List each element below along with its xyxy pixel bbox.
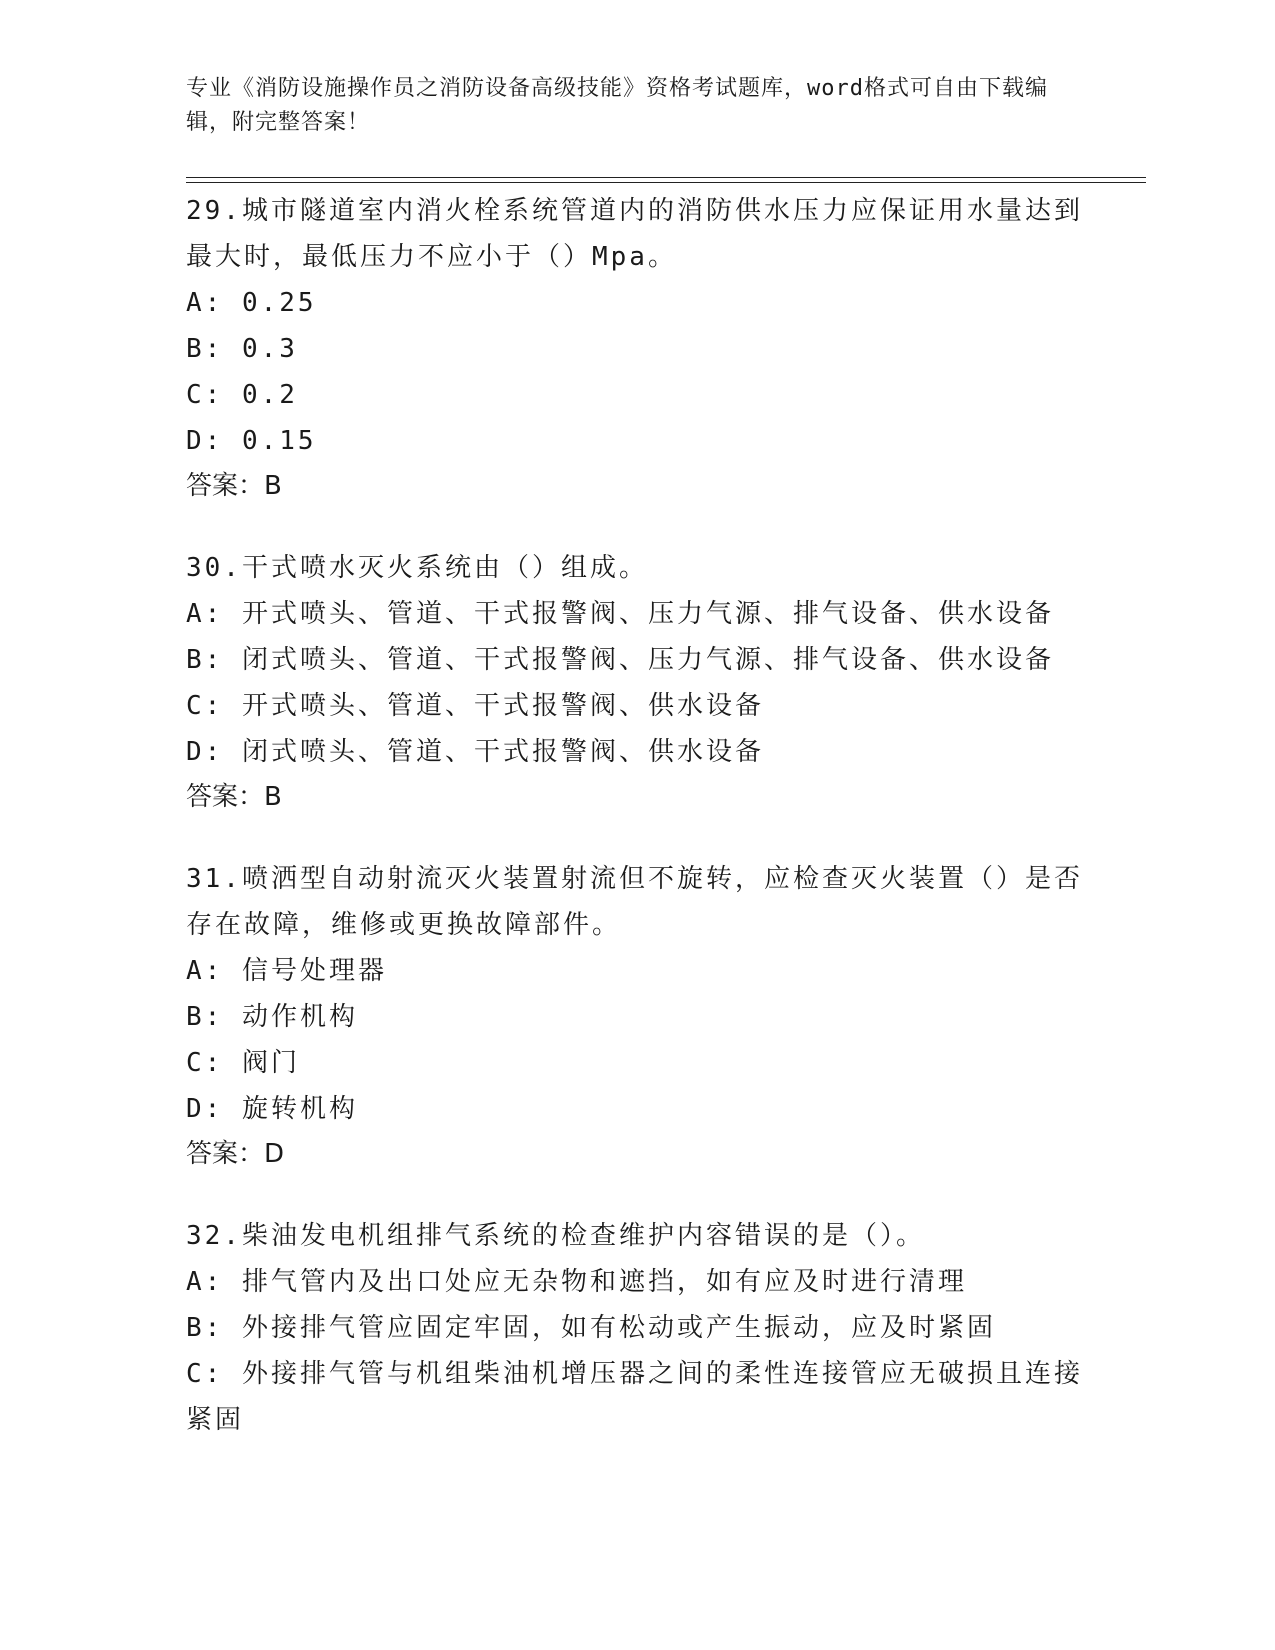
question-stem: 31.喷洒型自动射流灭火装置射流但不旋转，应检查灭火装置（）是否存在故障，维修或更换故障部件。 xyxy=(186,864,1083,940)
option-b: B: 动作机构 xyxy=(186,1002,358,1032)
answer: 答案：B xyxy=(186,782,282,812)
question-stem: 30.干式喷水灭火系统由（）组成。 xyxy=(186,553,648,583)
option-d: D: 0.15 xyxy=(186,426,317,456)
option-b: B: 闭式喷头、管道、干式报警阀、压力气源、排气设备、供水设备 xyxy=(186,645,1054,675)
option-a: A: 开式喷头、管道、干式报警阀、压力气源、排气设备、供水设备 xyxy=(186,599,1054,629)
option-c: C: 阀门 xyxy=(186,1048,300,1078)
question-29 xyxy=(186,188,1086,508)
option-b: B: 外接排气管应固定牢固，如有松动或产生振动，应及时紧固 xyxy=(186,1313,996,1343)
question-stem: 29.城市隧道室内消火栓系统管道内的消防供水压力应保证用水量达到最大时，最低压力不应小于（）Mpa。 xyxy=(186,196,1083,272)
option-a: A: 0.25 xyxy=(186,288,317,318)
option-c: C: 0.2 xyxy=(186,380,298,410)
answer: 答案：D xyxy=(186,1139,285,1169)
question-31 xyxy=(186,856,1086,1176)
option-d: D: 旋转机构 xyxy=(186,1094,358,1124)
option-a: A: 排气管内及出口处应无杂物和遮挡，如有应及时进行清理 xyxy=(186,1267,967,1297)
header-intro: 专业《消防设施操作员之消防设备高级技能》资格考试题库，word格式可自由下载编辑，附完整答案！ xyxy=(186,76,1048,135)
header-divider-bottom xyxy=(186,182,1146,183)
question-list xyxy=(186,188,1086,1480)
option-d: D: 闭式喷头、管道、干式报警阀、供水设备 xyxy=(186,737,764,767)
question-30 xyxy=(186,545,1086,819)
question-stem: 32.柴油发电机组排气系统的检查维护内容错误的是（）。 xyxy=(186,1221,925,1251)
option-b: B: 0.3 xyxy=(186,334,298,364)
answer: 答案：B xyxy=(186,471,282,501)
question-32 xyxy=(186,1213,1086,1443)
option-c: C: 外接排气管与机组柴油机增压器之间的柔性连接管应无破损且连接紧固 xyxy=(186,1359,1083,1435)
option-a: A: 信号处理器 xyxy=(186,956,387,986)
option-c: C: 开式喷头、管道、干式报警阀、供水设备 xyxy=(186,691,764,721)
header-divider-top xyxy=(186,177,1146,178)
